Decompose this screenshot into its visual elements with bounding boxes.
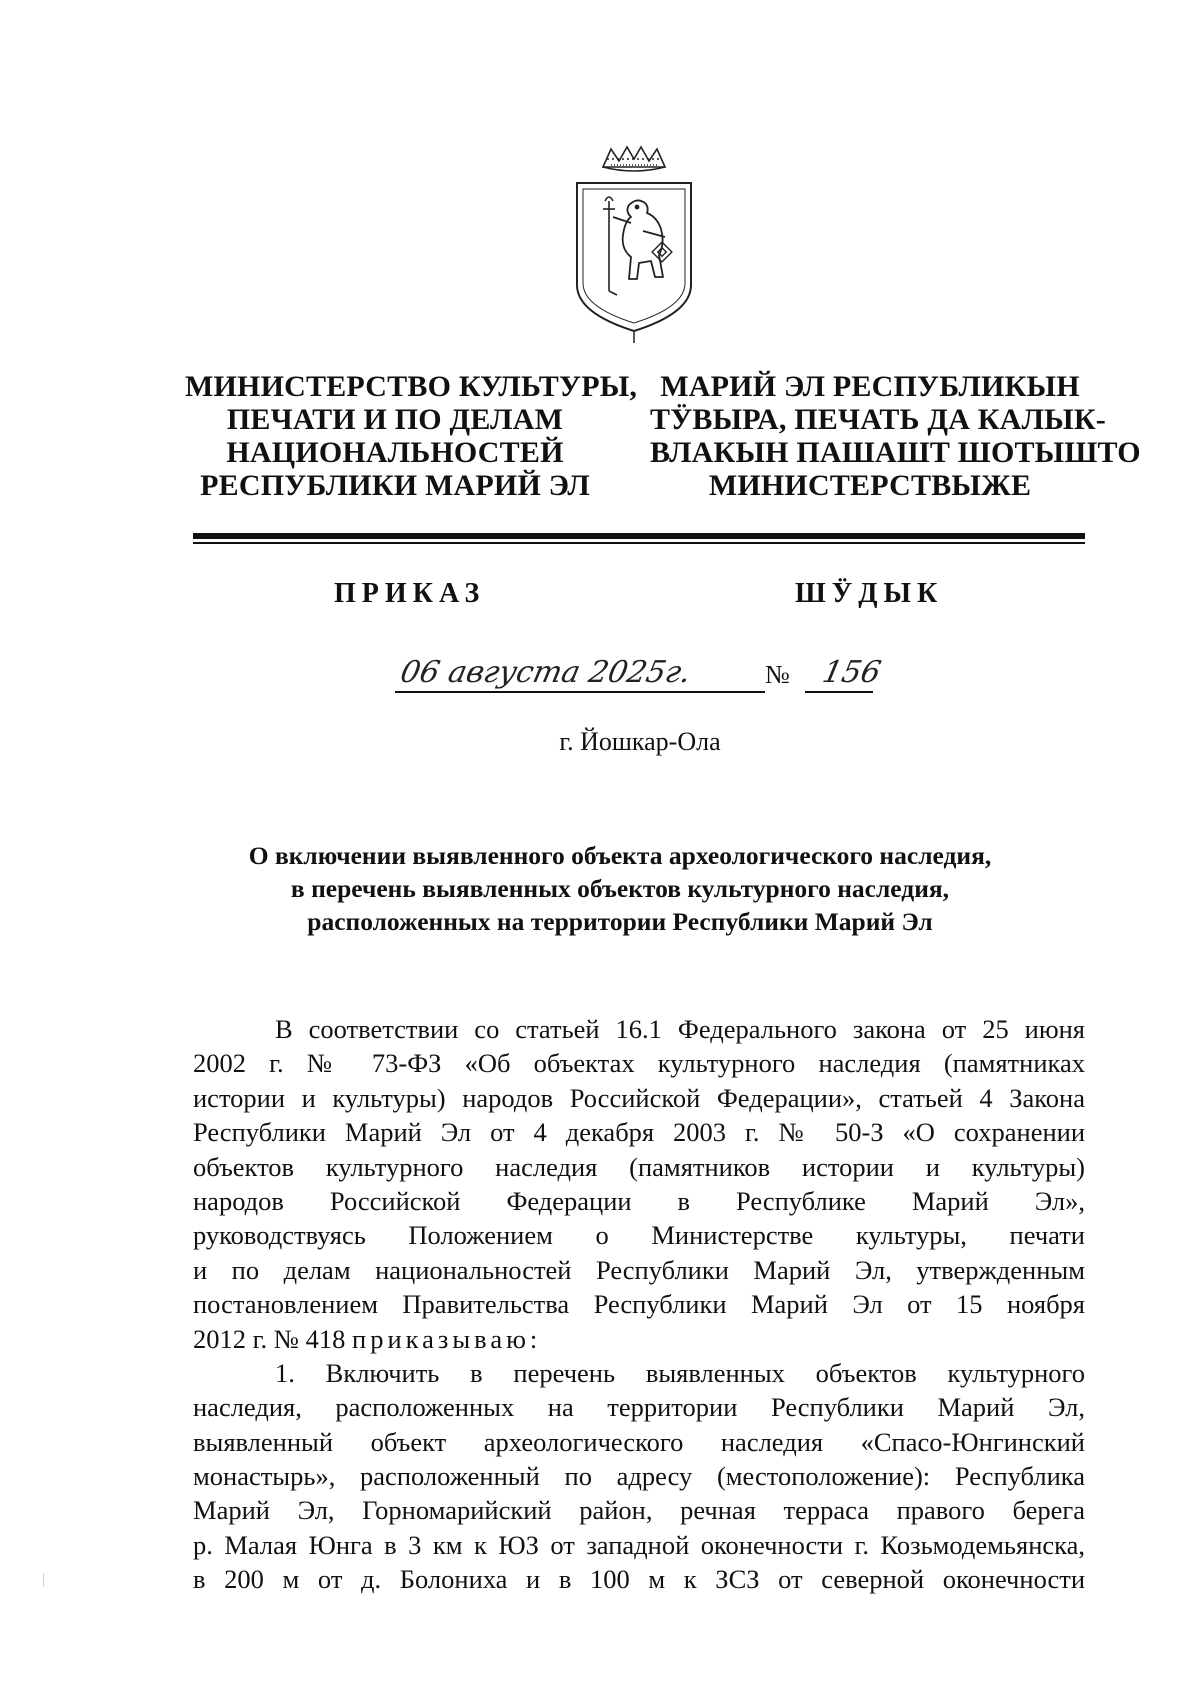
body-line (193, 1322, 1085, 1356)
org-ru-line: ПЕЧАТИ И ПО ДЕЛАМ (226, 403, 564, 436)
order-directive: приказываю: (352, 1323, 542, 1354)
title-line: О включении выявленного объекта археологического наследия, (248, 841, 992, 870)
body-line: монастырь», расположенный по адресу (местоположение): Республика (193, 1461, 1085, 1492)
mari-el-coat-of-arms-icon (573, 145, 695, 345)
body-line: руководствуясь Положением о Министерстве культуры, печати (193, 1220, 1085, 1251)
org-mari-line: ТӰВЫРА, ПЕЧАТЬ ДА КАЛЫК- (650, 403, 1106, 436)
body-line: 2002 г. № 73-ФЗ «Об объектах культурного наследия (памятниках (193, 1048, 1085, 1079)
body-line: р. Малая Юнга в 3 км к ЮЗ от западной оконечности г. Козьмодемьянска, (193, 1529, 1085, 1560)
org-mari-line: МИНИСТЕРСТВЫЖЕ (708, 469, 1032, 502)
body-line: и по делам национальностей Республики Марий Эл, утвержденным (193, 1254, 1085, 1285)
order-word-russian: ПРИКАЗ (334, 578, 486, 609)
org-mari-line: ВЛАКЫН ПАШАШТ ШОТЫШТО (650, 436, 1141, 469)
handwritten-date: 06 августа 2025г. (397, 655, 695, 690)
number-sign: № (765, 660, 790, 689)
org-ru-line: РЕСПУБЛИКИ МАРИЙ ЭЛ (200, 469, 590, 502)
scan-margin-mark (43, 1573, 44, 1587)
body-line: Республики Марий Эл от 4 декабря 2003 г. № 50-З «О сохранении (193, 1117, 1085, 1148)
document-body (193, 1012, 1085, 1597)
body-line: Марий Эл, Горномарийский район, речная терраса правого берега (193, 1495, 1085, 1526)
body-line: объектов культурного наследия (памятников истории и культуры) (193, 1151, 1085, 1182)
body-line: 1. Включить в перечень выявленных объектов культурного (275, 1357, 1085, 1388)
order-date-number (395, 655, 884, 695)
header-divider-thin (193, 542, 1085, 544)
body-line: наследия, расположенных на территории Республики Марий Эл, (193, 1392, 1085, 1423)
number-underline (805, 691, 873, 693)
order-word-mari: ШӰДЫК (795, 578, 944, 609)
body-line: истории и культуры) народов Российской Федерации», статьей 4 Закона (193, 1082, 1085, 1113)
body-line: В соответствии со статьей 16.1 Федерального закона от 25 июня (275, 1014, 1085, 1044)
city-name: г. Йошкар-Ола (559, 727, 721, 756)
org-ru-line: МИНИСТЕРСТВО КУЛЬТУРЫ, (185, 370, 638, 403)
header-divider-thick (193, 533, 1085, 539)
body-line: выявленный объект археологического наследия «Спасо-Юнгинский (193, 1426, 1085, 1457)
org-mari-line: МАРИЙ ЭЛ РЕСПУБЛИКЫН (660, 370, 1080, 403)
document-title (150, 839, 1090, 938)
org-ru-line: НАЦИОНАЛЬНОСТЕЙ (226, 436, 564, 469)
handwritten-number: 156 (819, 655, 884, 690)
body-line: постановлением Правительства Республики Марий Эл от 15 ноября (193, 1289, 1085, 1320)
body-line-start: 2012 г. № 418 (193, 1323, 353, 1354)
body-line: народов Российской Федерации в Республике Марий Эл», (193, 1185, 1085, 1216)
body-line: в 200 м от д. Болониха и в 100 м к ЗСЗ от северной оконечности (193, 1564, 1085, 1595)
date-underline (395, 691, 765, 693)
title-line: расположенных на территории Республики Марий Эл (307, 907, 933, 936)
title-line: в перечень выявленных объектов культурного наследия, (290, 874, 950, 903)
ministry-name-mari (650, 370, 1141, 502)
ministry-name-russian (185, 370, 638, 502)
